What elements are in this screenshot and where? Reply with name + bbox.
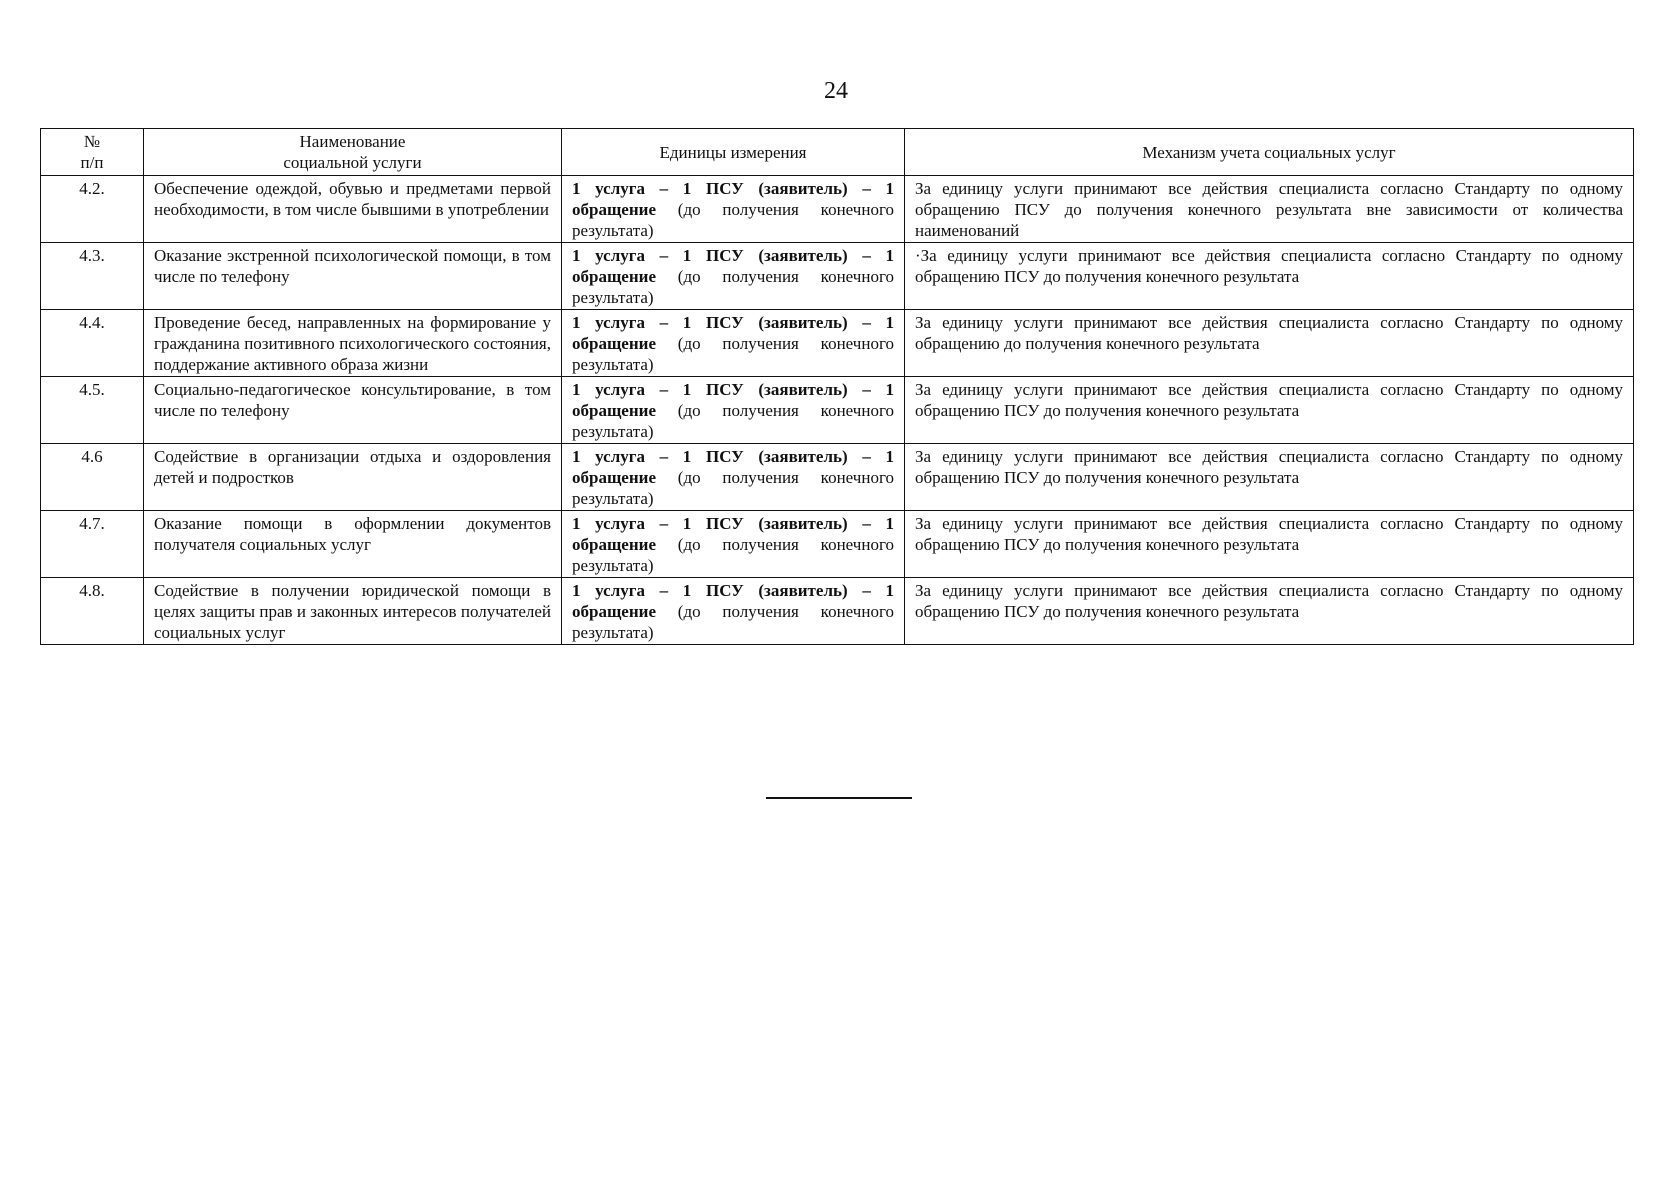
unit-bold: 1 услуга – 1 ПСУ (заявитель) – 1 обращение	[572, 179, 894, 219]
row-number: 4.3.	[41, 243, 144, 310]
row-number: 4.4.	[41, 310, 144, 377]
service-name: Обеспечение одеждой, обувью и предметами первой необходимости, в том числе бывшими в употреблении	[144, 176, 562, 243]
service-name: Проведение бесед, направленных на формирование у гражданина позитивного психологического состояния, поддержание активного образа жизни	[144, 310, 562, 377]
unit-plain: (до получения конечного результата)	[572, 267, 894, 307]
header-mechanism: Механизм учета социальных услуг	[905, 129, 1634, 176]
unit-bold: 1 услуга – 1 ПСУ (заявитель) – 1 обращение	[572, 380, 894, 420]
table-row	[41, 578, 1634, 645]
unit-bold: 1 услуга – 1 ПСУ (заявитель) – 1 обращение	[572, 447, 894, 487]
unit-bold: 1 услуга – 1 ПСУ (заявитель) – 1 обращение	[572, 246, 894, 286]
accounting-mechanism: За единицу услуги принимают все действия специалиста согласно Стандарту по одному обращению ПСУ до получения конечного результата	[905, 377, 1634, 444]
service-name: Социально-педагогическое консультирование, в том числе по телефону	[144, 377, 562, 444]
header-number-abbr: п/п	[80, 153, 104, 172]
unit-of-measure	[562, 310, 905, 377]
accounting-mechanism: За единицу услуги принимают все действия специалиста согласно Стандарту по одному обращению ПСУ до получения конечного результата	[905, 511, 1634, 578]
unit-plain: (до получения конечного результата)	[572, 200, 894, 240]
unit-plain: (до получения конечного результата)	[572, 468, 894, 508]
table-row	[41, 176, 1634, 243]
table-row	[41, 444, 1634, 511]
unit-of-measure	[562, 377, 905, 444]
unit-of-measure	[562, 243, 905, 310]
unit-plain: (до получения конечного результата)	[572, 602, 894, 642]
table-row	[41, 511, 1634, 578]
unit-of-measure	[562, 176, 905, 243]
accounting-mechanism: За единицу услуги принимают все действия специалиста согласно Стандарту по одному обращению ПСУ до получения конечного результата	[905, 444, 1634, 511]
page-number: 24	[824, 78, 848, 104]
unit-of-measure	[562, 578, 905, 645]
row-number: 4.6	[41, 444, 144, 511]
service-name: Оказание экстренной психологической помощи, в том числе по телефону	[144, 243, 562, 310]
service-name: Содействие в получении юридической помощи в целях защиты прав и законных интересов получателей социальных услуг	[144, 578, 562, 645]
table-row	[41, 243, 1634, 310]
row-number: 4.7.	[41, 511, 144, 578]
unit-of-measure	[562, 511, 905, 578]
unit-bold: 1 услуга – 1 ПСУ (заявитель) – 1 обращение	[572, 313, 894, 353]
accounting-mechanism: ·За единицу услуги принимают все действия специалиста согласно Стандарту по одному обращению ПСУ до получения конечного результата	[905, 243, 1634, 310]
header-service-name-line1: Наименование	[299, 132, 406, 151]
header-number-symbol: №	[83, 132, 101, 151]
accounting-mechanism: За единицу услуги принимают все действия специалиста согласно Стандарту по одному обращению до получения конечного результата	[905, 310, 1634, 377]
header-units: Единицы измерения	[562, 129, 905, 176]
unit-plain: (до получения конечного результата)	[572, 401, 894, 441]
table-row	[41, 377, 1634, 444]
header-service-name-line2: социальной услуги	[283, 153, 422, 172]
row-number: 4.2.	[41, 176, 144, 243]
header-number	[41, 129, 144, 176]
row-number: 4.8.	[41, 578, 144, 645]
accounting-mechanism: За единицу услуги принимают все действия специалиста согласно Стандарту по одному обращению ПСУ до получения конечного результата	[905, 578, 1634, 645]
unit-plain: (до получения конечного результата)	[572, 535, 894, 575]
unit-of-measure	[562, 444, 905, 511]
social-services-table	[40, 128, 1634, 645]
header-service-name	[144, 129, 562, 176]
accounting-mechanism: За единицу услуги принимают все действия специалиста согласно Стандарту по одному обращению ПСУ до получения конечного результата вне зависимости от количества наименований	[905, 176, 1634, 243]
unit-bold: 1 услуга – 1 ПСУ (заявитель) – 1 обращение	[572, 514, 894, 554]
service-name: Содействие в организации отдыха и оздоровления детей и подростков	[144, 444, 562, 511]
table-header-row	[41, 129, 1634, 176]
unit-bold: 1 услуга – 1 ПСУ (заявитель) – 1 обращение	[572, 581, 894, 621]
table-row	[41, 310, 1634, 377]
end-of-document-rule	[766, 797, 912, 799]
unit-plain: (до получения конечного результата)	[572, 334, 894, 374]
row-number: 4.5.	[41, 377, 144, 444]
service-name: Оказание помощи в оформлении документов получателя социальных услуг	[144, 511, 562, 578]
